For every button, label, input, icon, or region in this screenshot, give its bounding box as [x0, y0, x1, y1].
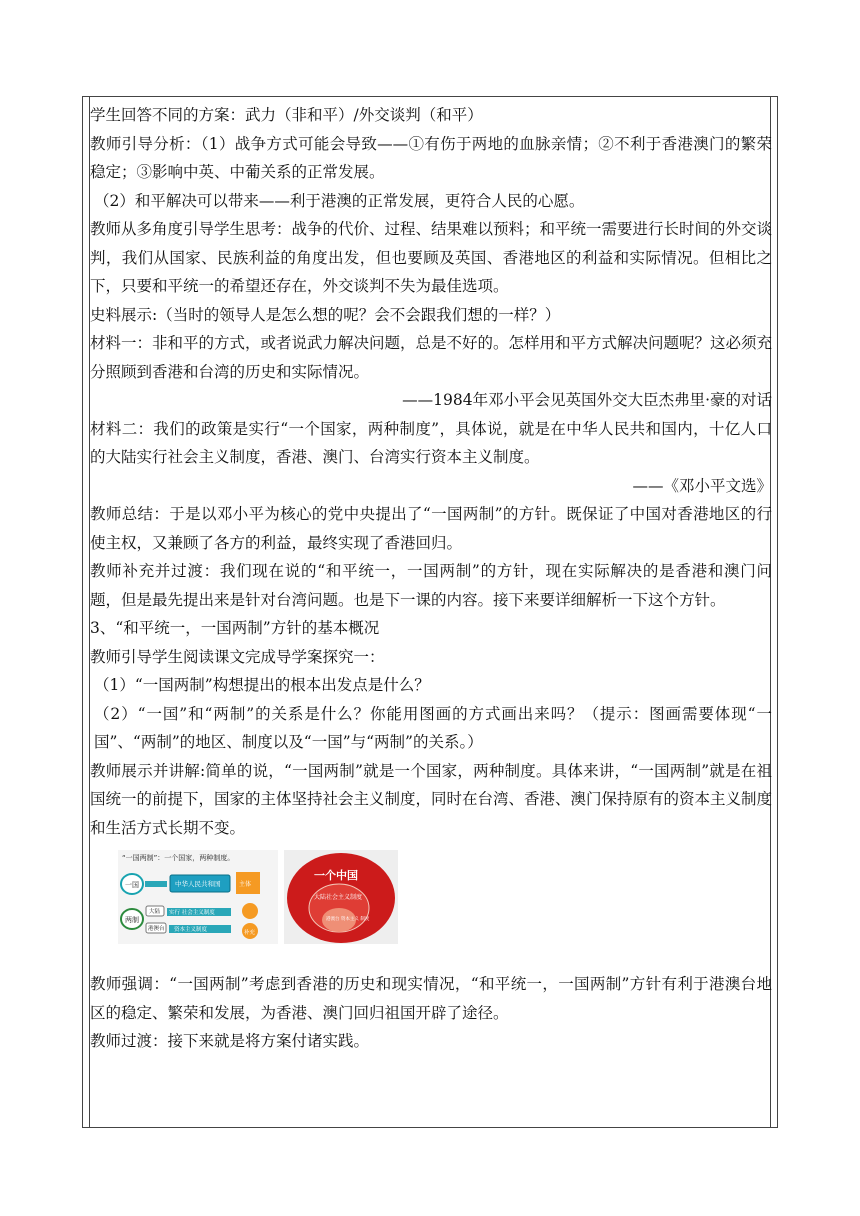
diagram-circle-inner: 港澳台 资本主义 制度: [326, 917, 370, 922]
diagram-one-country: 一国: [125, 881, 139, 889]
text-line: 教师补充并过渡：我们现在说的“和平统一，一国两制”的方针，现在实际解决的是香港和澳门问题，但是最先提出来是针对台湾问题。也是下一课的内容。接下来要详细解析一下这个方针。: [90, 562, 772, 609]
text-line: （2）“一国”和“两制”的关系是什么？你能用图画的方式画出来吗？（提示：图画需要体现“一国”、“两制”的地区、制度以及“一国”与“两制”的关系。）: [94, 704, 772, 751]
text-line: 教师引导学生阅读课文完成导学案探究一：: [90, 647, 385, 666]
left-column: [83, 97, 90, 1127]
text-line: 教师从多角度引导学生思考：战争的代价、过程、结果难以预料；和平统一需要进行长时间的外交谈判，我们从国家、民族利益的角度出发，但也要顾及英国、香港地区的利益和实际情况。但相比之下，只要和平统一的希望还存在，外交谈判不失为最佳选项。: [90, 220, 773, 295]
text-line: 教师强调：“一国两制”考虑到香港的历史和现实情况，“和平统一，一国两制”方针有利于港澳台地区的稳定、繁荣和发展，为香港、澳门回归祖国开辟了途径。: [90, 975, 772, 1022]
text-line: （1）“一国两制”构想提出的根本出发点是什么？: [94, 676, 430, 694]
diagram-circle-sub: 大陆社会主义制度: [314, 894, 363, 901]
text-line: （2）和平解决可以带来——利于港澳的正常发展，更符合人民的心愿。: [94, 191, 585, 210]
text-line: 教师总结：于是以邓小平为核心的党中央提出了“一国两制”的方针。既保证了中国对香港地区的行使主权，又兼顾了各方的利益，最终实现了香港回归。: [90, 505, 772, 552]
diagram-two-systems: 两制: [125, 916, 139, 924]
citation: ——《邓小平文选》: [632, 476, 772, 495]
text-line: 教师过渡：接下来就是将方案付诸实践。: [90, 1032, 370, 1050]
citation: ——1984年邓小平会见英国外交大臣杰弗里·豪的对话: [402, 391, 772, 409]
section-heading: 3、“和平统一，一国两制”方针的基本概况: [90, 619, 380, 637]
text-line: 学生回答不同的方案：武力（非和平）/外交谈判（和平）: [90, 106, 483, 124]
diagram-capitalism: 资本主义制度: [174, 927, 208, 933]
lesson-content: [90, 101, 772, 1056]
diagram-hk-macao: 港澳台: [148, 926, 165, 932]
one-china-circle-diagram: [284, 850, 398, 944]
one-country-two-systems-diagram: [118, 850, 278, 944]
diagram-main-body: 主体: [239, 881, 252, 888]
diagram-socialism: 实行 社会主义制度: [169, 910, 215, 916]
text-line: 材料二：我们的政策是实行“一个国家，两种制度”，具体说，就是在中华人民共和国内，十亿人口的大陆实行社会主义制度，香港、澳门、台湾实行资本主义制度。: [90, 419, 772, 466]
text-line: 教师展示并讲解:简单的说，“一国两制”就是一个国家，两种制度。具体来讲，“一国两制”就是在祖国统一的前提下，国家的主体坚持社会主义制度，同时在台湾、香港、澳门保持原有的资本主义制度和生活方式长期不变。: [90, 761, 773, 837]
diagram-mainland: 大陆: [149, 909, 161, 915]
diagram-prc: 中华人民共和国: [175, 880, 221, 888]
diagram-supplement: 补充: [244, 930, 256, 936]
diagram-circle-title: 一个中国: [314, 869, 358, 882]
text-line: 材料一：非和平的方式，或者说武力解决问题，总是不好的。怎样用和平方式解决问题呢？这必须充分照顾到香港和台湾的历史和实际情况。: [90, 334, 773, 381]
diagram-title: “一国两制”：一个国家，两种制度。: [122, 854, 235, 862]
text-line: 教师引导分析：（1）战争方式可能会导致——①有伤于两地的血脉亲情；②不利于香港澳门的繁荣稳定；③影响中英、中葡关系的正常发展。: [90, 134, 772, 181]
text-line: 史料展示:（当时的领导人是怎么想的呢？会不会跟我们想的一样？）: [90, 305, 561, 324]
illustration-figure: [118, 850, 772, 960]
